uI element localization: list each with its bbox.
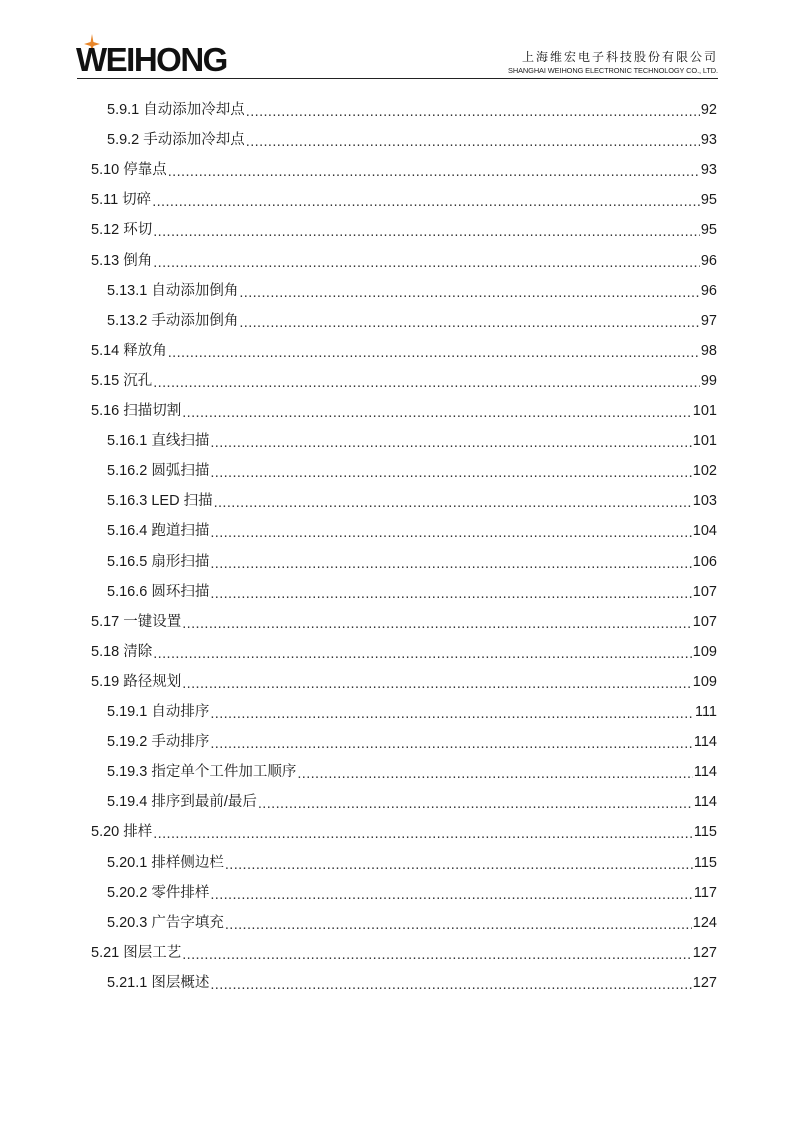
toc-entry-title: 5.21 图层工艺 [91,944,182,961]
toc-entry-page-number: 114 [693,734,717,751]
toc-entry-page-number: 96 [700,252,717,269]
toc-entry-title: 5.11 切碎 [91,192,152,209]
toc-dot-leader [214,493,692,513]
toc-dot-leader [210,433,691,453]
toc-entry-page-number: 107 [692,613,717,630]
toc-dot-leader [182,403,692,423]
toc-entry-title: 5.16.1 直线扫描 [107,433,210,450]
toc-dot-leader [210,885,693,905]
toc-entry-page-number: 127 [692,944,717,961]
toc-entry-page-number: 127 [692,974,717,991]
toc-entry[interactable] [91,637,717,667]
toc-entry-page-number: 102 [692,463,717,480]
toc-entry-page-number: 93 [700,162,717,179]
toc-entry-page-number: 114 [693,794,717,811]
toc-dot-leader [246,102,700,122]
toc-entry-title: 5.16.3 LED 扫描 [107,493,213,510]
toc-dot-leader [210,975,691,995]
toc-entry[interactable] [107,456,717,486]
toc-entry-page-number: 98 [700,342,717,359]
toc-entry-title: 5.19.3 指定单个工件加工顺序 [107,764,297,781]
toc-entry-title: 5.18 清除 [91,643,153,660]
toc-entry-title: 5.16.5 扇形扫描 [107,553,210,570]
toc-entry-page-number: 115 [693,824,717,841]
toc-entry[interactable] [107,486,717,516]
toc-entry-page-number: 92 [700,102,717,118]
toc-entry-page-number: 103 [692,493,717,510]
toc-entry[interactable] [107,95,717,125]
toc-dot-leader [246,132,700,152]
toc-dot-leader [210,704,694,724]
toc-entry-page-number: 93 [700,132,717,149]
toc-entry-page-number: 124 [692,914,717,931]
toc-dot-leader [210,734,693,754]
toc-dot-leader [182,674,692,694]
page-header [0,0,793,82]
toc-entry-title: 5.20.3 广告字填充 [107,914,224,931]
toc-dot-leader [153,253,700,273]
toc-entry-title: 5.12 环切 [91,222,153,239]
toc-entry-title: 5.19 路径规划 [91,673,182,690]
toc-dot-leader [152,192,700,212]
toc-entry[interactable] [91,215,717,245]
toc-dot-leader [210,523,691,543]
toc-entry[interactable] [91,667,717,697]
header-divider [77,78,718,79]
logo-text: WEIHONG [76,41,227,78]
toc-entry-page-number: 114 [693,764,717,781]
toc-dot-leader [239,313,700,333]
toc-entry[interactable] [107,547,717,577]
toc-dot-leader [239,283,700,303]
company-name-chinese: 上海维宏电子科技股份有限公司 [521,50,718,64]
toc-entry[interactable] [107,757,717,787]
toc-dot-leader [153,222,700,242]
toc-entry[interactable] [107,727,717,757]
toc-entry-page-number: 107 [692,583,717,600]
toc-dot-leader [210,584,691,604]
toc-entry-title: 5.9.1 自动添加冷却点 [107,102,245,118]
toc-entry-page-number: 109 [692,673,717,690]
toc-entry-page-number: 101 [692,403,717,419]
company-name [508,50,718,76]
toc-entry-title: 5.19.4 排序到最前/最后 [107,794,257,811]
toc-entry-title: 5.14 释放角 [91,342,167,359]
toc-entry-title: 5.13.1 自动添加倒角 [107,282,239,299]
toc-dot-leader [153,373,700,393]
toc-entry-page-number: 101 [692,433,717,450]
company-name-english: SHANGHAI WEIHONG ELECTRONIC TECHNOLOGY CO., LTD. [508,66,718,75]
toc-entry-page-number: 109 [692,643,717,660]
toc-dot-leader [258,794,693,814]
toc-dot-leader [168,162,700,182]
toc-entry-title: 5.16.2 圆弧扫描 [107,463,210,480]
toc-entry[interactable] [107,848,717,878]
toc-dot-leader [225,855,693,875]
toc-entry-page-number: 97 [700,312,717,329]
toc-entry-title: 5.10 停靠点 [91,162,167,179]
toc-entry[interactable] [107,577,717,607]
toc-entry-title: 5.13 倒角 [91,252,153,269]
toc-entry-page-number: 104 [692,523,717,540]
toc-entry-title: 5.17 一键设置 [91,613,182,630]
toc-entry-title: 5.16.6 圆环扫描 [107,583,210,600]
toc-dot-leader [182,945,692,965]
toc-dot-leader [153,644,692,664]
toc-entry-page-number: 117 [693,884,717,901]
toc-entry[interactable] [107,968,717,998]
toc-entry-page-number: 115 [693,854,717,871]
toc-entry-page-number: 111 [694,704,717,720]
toc-entry[interactable] [107,516,717,546]
toc-entry-title: 5.15 沉孔 [91,372,153,389]
toc-entry-title: 5.20.1 排样侧边栏 [107,854,224,871]
toc-dot-leader [297,764,693,784]
toc-entry-page-number: 106 [692,553,717,570]
toc-dot-leader [225,915,692,935]
toc-entry-title: 5.21.1 图层概述 [107,974,210,991]
toc-entry-title: 5.19.1 自动排序 [107,704,210,720]
toc-entry[interactable] [107,878,717,908]
toc-entry[interactable] [91,938,717,968]
toc-entry[interactable] [107,306,717,336]
toc-entry-title: 5.20.2 零件排样 [107,884,210,901]
toc-entry[interactable] [91,336,717,366]
toc-entry[interactable] [107,426,717,456]
toc-entry[interactable] [91,366,717,396]
toc-entry-page-number: 95 [700,222,717,239]
toc-entry[interactable] [91,185,717,215]
toc-entry-title: 5.9.2 手动添加冷却点 [107,132,245,149]
toc-entry-page-number: 99 [700,372,717,389]
toc-entry[interactable] [107,276,717,306]
toc-entry-title: 5.16 扫描切割 [91,403,182,419]
toc-entry-title: 5.13.2 手动添加倒角 [107,312,239,329]
toc-dot-leader [182,614,692,634]
toc-dot-leader [168,343,700,363]
toc-entry-page-number: 95 [700,192,717,209]
toc-entry[interactable] [91,396,717,426]
toc-entry[interactable] [107,787,717,817]
toc-entry-title: 5.16.4 跑道扫描 [107,523,210,540]
toc-entry[interactable] [91,607,717,637]
toc-entry[interactable] [91,155,717,185]
toc-entry-page-number: 96 [700,282,717,299]
toc-dot-leader [153,824,693,844]
toc-entry-title: 5.20 排样 [91,824,153,841]
toc-entry[interactable] [107,125,717,155]
toc-entry-title: 5.19.2 手动排序 [107,734,210,751]
toc-entry[interactable] [107,908,717,938]
toc-dot-leader [210,463,691,483]
toc-dot-leader [210,554,691,574]
toc-entry[interactable] [91,246,717,276]
toc-entry[interactable] [91,817,717,847]
toc-entry[interactable] [107,697,717,727]
